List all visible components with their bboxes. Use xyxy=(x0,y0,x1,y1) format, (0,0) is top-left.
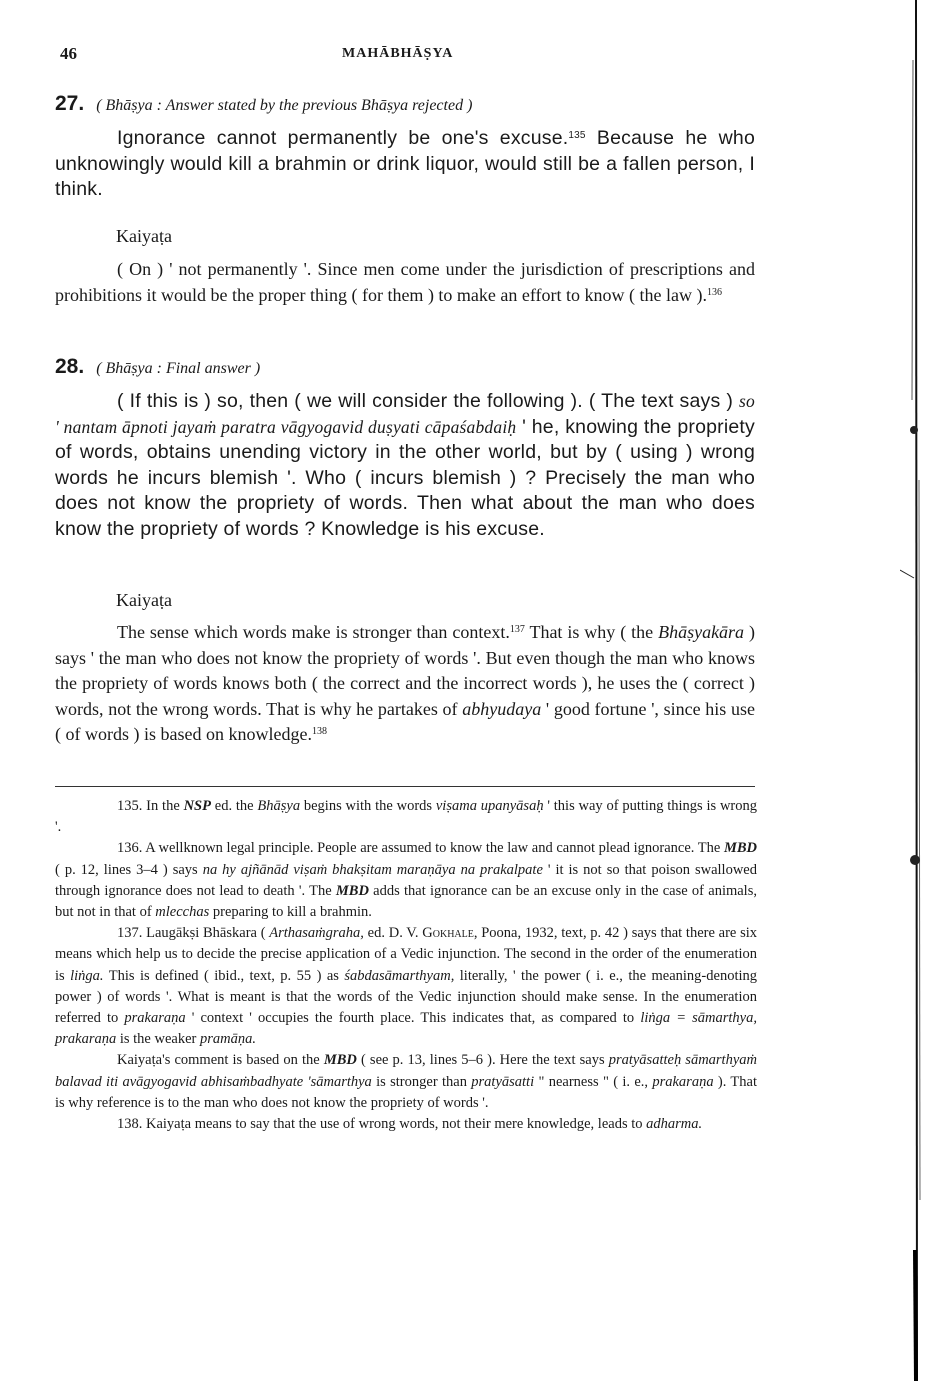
section-28-commentary: The sense which words make is stronger than context.$^{137}$ That is why ( the Bhāṣyakāra ) says ' the man who does not know the propriety of words '. But even though the man who knows the propriety of words knows both ( the correct and the incorrect words ), he uses the ( correct ) words, not the wrong words. That is why he partakes of abhyudaya ' good fortune ', since his use ( of words ) is based on knowledge.$^{138}$ xyxy=(55,622,755,744)
verse-quote: so ' nantam āpnoti jayaṁ paratra vāgyogavid duṣyati cāpaśabdaiḥ xyxy=(55,391,755,437)
section-27-bhashya: Ignorance cannot permanently be one's excuse.$^{135}$ Because he who unknowingly would kill a brahmin or drink liquor, would still be a fallen person, I think. xyxy=(55,127,755,200)
footnote-ref-135[interactable]: 135 xyxy=(568,130,586,141)
footnote-ref-136[interactable]: 136 xyxy=(707,286,723,298)
section-28-label: ( Bhāṣya : Final answer ) xyxy=(96,360,261,377)
section-28-heading xyxy=(55,355,260,379)
footnote-137-continued: Kaiyaṭa's comment is based on the MBD ( see p. 13, lines 5–6 ). Here the text says pratyāsatteḥ sāmarthyaṁ balavad iti avāgyogavid abhisaṁbadhyate 'sāmarthya is stronger than pratyāsatti " nearness " ( i. e., prakaraṇa ). That is why reference is to the man who does not know the propriety of words '. xyxy=(55,1052,757,1111)
section-28-commentary-heading: Kaiyaṭa xyxy=(116,590,172,610)
section-27-commentary-heading: Kaiyaṭa xyxy=(116,226,172,246)
footnote-135: 135. In the NSP ed. the Bhāṣya begins with the words viṣama upanyāsaḥ ' this way of putting things is wrong '. xyxy=(55,798,758,836)
section-27-heading xyxy=(55,92,472,116)
section-28-bhashya: ( If this is ) so, then ( we will consider the following ). ( The text says ) so ' nantam āpnoti jayaṁ paratra vāgyogavid duṣyati cāpaśabdaiḥ ' he, knowing the propriety of words, obtains unending victory in the other world, but by ( using ) wrong words he incurs blemish '. Who ( incurs blemish ) ? Precisely the man who does not know the propriety of words. Then what about the man who does know the propriety of words ? Knowledge is his excuse. xyxy=(55,390,756,540)
footnote-138: 138. Kaiyaṭa means to say that the use of wrong words, not their mere knowledge, leads to adharma. xyxy=(117,1116,703,1133)
footnotes xyxy=(55,796,757,1135)
footnote-ref-137[interactable]: 137 xyxy=(509,624,525,635)
running-title: MAHĀBHĀṢYA xyxy=(342,46,454,61)
page-number: 46 xyxy=(60,44,77,63)
footnote-137: 137. Laugākṣi Bhāskara ( Arthasaṁgraha, ed. D. V. Gokhale, Poona, 1932, text, p. 42 ) says that there are six means which help us to decide the precise application of a Vedic injunction. The second in the order of the enumeration is liṅga. This is defined ( ibid., text, p. 55 ) as śabdasāmarthyam, literally, ' the power ( i. e., the meaning-denoting power ) of words '. What is meant is that the words of the Vedic injunction should make sense. In the enumeration referred to prakaraṇa ' context ' occupies the fourth place. This indicates that, as compared to liṅga = sāmarthya, prakaraṇa is the weaker pramāṇa. xyxy=(55,925,758,1048)
footnote-ref-138[interactable]: 138 xyxy=(311,726,327,737)
footnote-136: 136. A wellknown legal principle. People are assumed to know the law and cannot plead ignorance. The MBD ( p. 12, lines 3–4 ) says na hy ajñānād viṣaṁ bhakṣitam maraṇāya na prakalpate ' it is not so that poison swallowed through ignorance does not lead to death '. The MBD adds that ignorance can be an excuse only in the case of animals, but not in that of mlecchas preparing to kill a brahmin. xyxy=(55,840,758,921)
section-28-number: 28. xyxy=(55,355,85,378)
section-27-label: ( Bhāṣya : Answer stated by the previous Bhāṣya rejected ) xyxy=(96,97,473,114)
footnote-divider xyxy=(55,786,755,787)
scan-edge-artifact xyxy=(900,0,930,1381)
section-27-number: 27. xyxy=(55,92,85,115)
section-27-commentary: ( On ) ' not permanently '. Since men come under the jurisdiction of prescriptions and prohibitions it would be the proper thing ( for them ) to make an effort to know ( the law ).$^{136}$ xyxy=(55,259,755,305)
